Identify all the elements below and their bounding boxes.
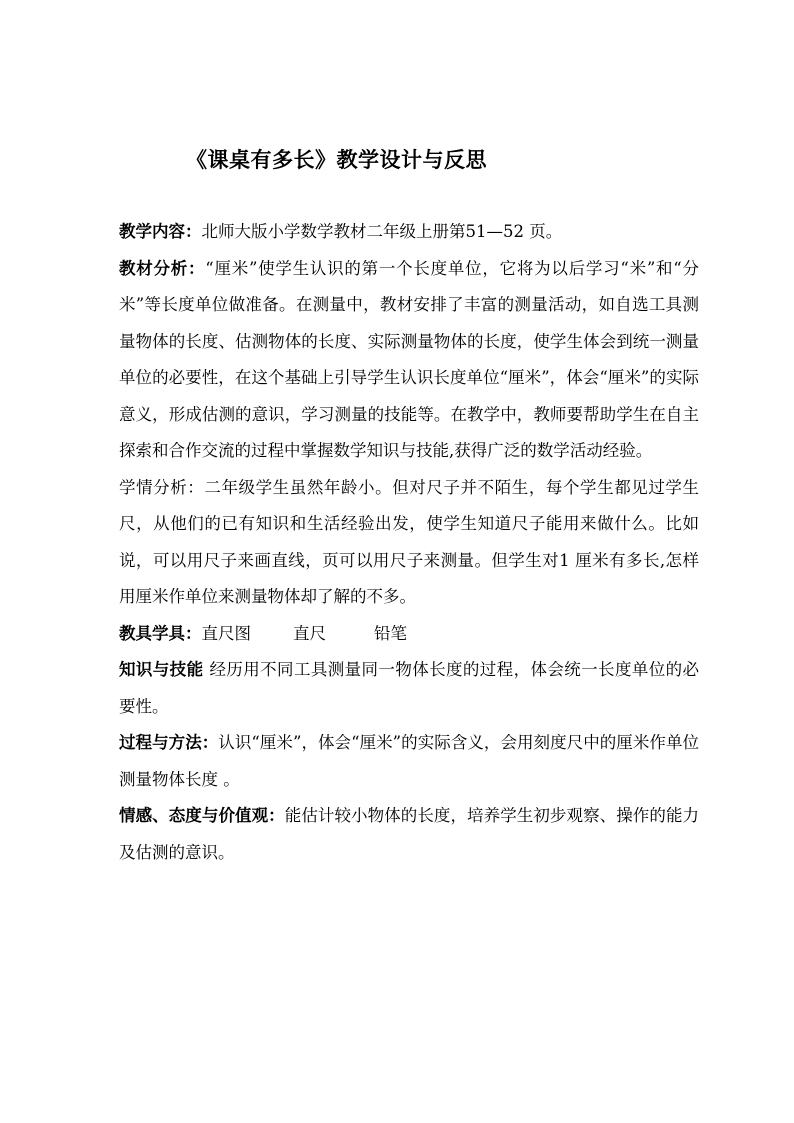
aid-item: 直尺: [293, 623, 326, 643]
section-text: 北师大版小学数学教材二年级上册第51—52 页。: [201, 222, 563, 241]
section-text: 认识“厘米”，体会“厘米”的实际含义，会用刻度尺中的厘米作单位测量物体长度 。: [119, 733, 699, 789]
section-emotion-attitude-values: [119, 798, 699, 871]
section-learner-analysis: [119, 470, 699, 616]
section-label: 知识与技能: [119, 660, 204, 679]
section-text: “厘米”使学生认识的第一个长度单位，它将为以后学习“米”和“分米”等长度单位做准备。在测量中，教材安排了丰富的测量活动，如自选工具测量物体的长度、估测物体的长度、实际测量物体的长度，使学生体会到统一测量单位的必要性，在这个基础上引导学生认识长度单位“厘米”，体会“厘米”的实际意义，形成估测的意识，学习测量的技能等。在教学中，教师要帮助学生在自主探索和合作交流的过程中掌握数学知识与技能,获得广泛的数学活动经验。: [119, 258, 699, 460]
section-teaching-aids: [119, 616, 699, 653]
section-label: 情感、态度与价值观：: [119, 806, 285, 825]
section-label: 教材分析：: [119, 258, 206, 278]
section-teaching-content: [119, 214, 699, 251]
section-text: 经历用不同工具测量同一物体长度的过程，体会统一长度单位的必要性。: [119, 660, 700, 716]
aid-item: 直尺图: [201, 623, 251, 643]
document-body: [119, 214, 699, 871]
section-label: 教学内容：: [119, 222, 202, 241]
aid-item: 铅笔: [374, 623, 407, 643]
section-text: 能估计较小物体的长度，培养学生初步观察、操作的能力及估测的意识。: [119, 806, 700, 862]
section-material-analysis: [119, 251, 699, 470]
section-knowledge-skills: [119, 652, 699, 725]
document-title: 《课桌有多长》教学设计与反思: [186, 147, 487, 172]
section-label: 教具学具：: [119, 623, 202, 643]
section-text: 学情分析：二年级学生虽然年龄小。但对尺子并不陌生，每个学生都见过学生尺，从他们的已有知识和生活经验出发，使学生知道尺子能用来做什么。比如说，可以用尺子来画直线，页可以用尺子来测量。但学生对1 厘米有多长,怎样用厘米作单位来测量物体却了解的不多。: [119, 477, 699, 606]
section-label: 过程与方法：: [119, 733, 219, 752]
section-process-methods: [119, 725, 699, 798]
